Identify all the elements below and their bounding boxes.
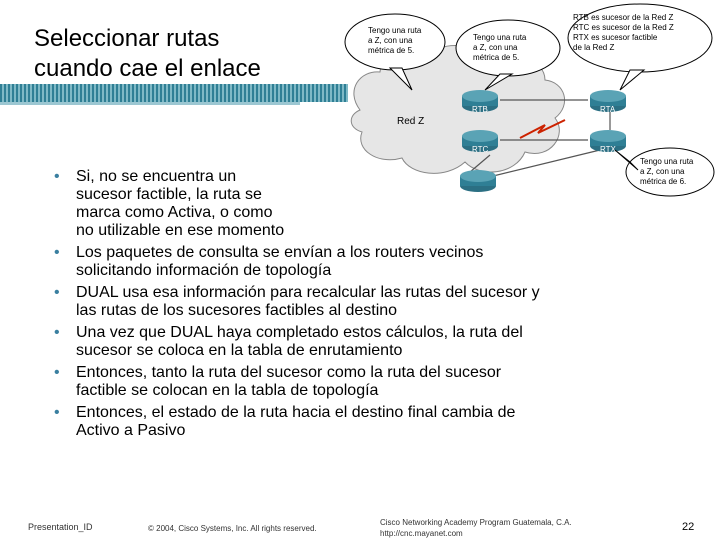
router-label: RTA <box>600 105 616 114</box>
footer-program-line: http://cnc.mayanet.com <box>380 529 463 538</box>
bullet-dot-icon: • <box>54 324 60 341</box>
footer-program-line: Cisco Networking Academy Program Guatemala, C.A. <box>380 518 572 527</box>
title-line: Seleccionar rutas <box>34 25 220 52</box>
footer-presentation-id: Presentation_ID <box>28 522 93 532</box>
bullet-item <box>54 244 714 280</box>
bullet-line: Si, no se encuentra un <box>76 168 237 185</box>
bullet-item <box>54 284 714 320</box>
cloud-label: Red Z <box>397 116 425 127</box>
bullet-item <box>54 324 714 360</box>
bullet-line: sucesor se coloca en la tabla de enrutamiento <box>76 342 403 359</box>
bullet-line: no utilizable en ese momento <box>76 222 285 239</box>
slide-title <box>34 24 261 84</box>
title-decoration-band <box>0 84 348 102</box>
callout-right-line: RTX es sucesor factible <box>573 33 658 42</box>
callout-left-line: a Z, con una <box>368 36 413 45</box>
callout-right <box>568 4 712 90</box>
bullet-dot-icon: • <box>54 168 60 185</box>
bullet-item <box>54 364 714 400</box>
callout-mid-line: métrica de 5. <box>473 53 520 62</box>
page-number: 22 <box>682 521 695 533</box>
callout-bottom-line: a Z, con una <box>640 167 685 176</box>
callout-mid-line: a Z, con una <box>473 43 518 52</box>
bullet-dot-icon: • <box>54 284 60 301</box>
bullet-line: Una vez que DUAL haya completado estos cálculos, la ruta del <box>76 324 523 341</box>
callout-right-line: de la Red Z <box>573 43 615 52</box>
bullet-line: factible se colocan en la tabla de topología <box>76 382 379 399</box>
callout-bottom-line: Tengo una ruta <box>640 157 694 166</box>
bullet-line: Los paquetes de consulta se envían a los routers vecinos <box>76 244 484 261</box>
bullet-line: marca como Activa, o como <box>76 204 273 221</box>
bullet-line: DUAL usa esa información para recalcular las rutas del sucesor y <box>76 284 540 301</box>
router-rta <box>590 90 626 114</box>
footer-program <box>380 517 572 539</box>
callout-left-line: métrica de 5. <box>368 46 415 55</box>
callout-left-line: Tengo una ruta <box>368 26 422 35</box>
title-decoration-line <box>0 102 300 105</box>
router-label: RTB <box>472 105 488 114</box>
router-label: RTX <box>600 145 616 154</box>
bullet-dot-icon: • <box>54 364 60 381</box>
callout-bottom-line: métrica de 6. <box>640 177 687 186</box>
bullet-line: las rutas de los sucesores factibles al destino <box>76 302 398 319</box>
router-rtx <box>590 130 626 154</box>
bullet-item <box>54 404 714 440</box>
bullet-line: Entonces, tanto la ruta del sucesor como la ruta del sucesor <box>76 364 502 381</box>
callout-mid-line: Tengo una ruta <box>473 33 527 42</box>
callout-right-line: RTC es sucesor de la Red Z <box>573 23 674 32</box>
footer-copyright: © 2004, Cisco Systems, Inc. All rights reserved. <box>148 524 317 533</box>
bullet-line: Activo a Pasivo <box>76 422 186 439</box>
router-label: RTC <box>472 145 489 154</box>
bullet-list <box>54 168 714 444</box>
bullet-dot-icon: • <box>54 404 60 421</box>
bullet-line: sucesor factible, la ruta se <box>76 186 262 203</box>
bullet-line: solicitando información de topología <box>76 262 332 279</box>
callout-right-line: RTB es sucesor de la Red Z <box>573 13 674 22</box>
bullet-item <box>54 168 714 240</box>
bullet-line: Entonces, el estado de la ruta hacia el destino final cambia de <box>76 404 516 421</box>
bullet-dot-icon: • <box>54 244 60 261</box>
title-line: cuando cae el enlace <box>34 55 261 82</box>
